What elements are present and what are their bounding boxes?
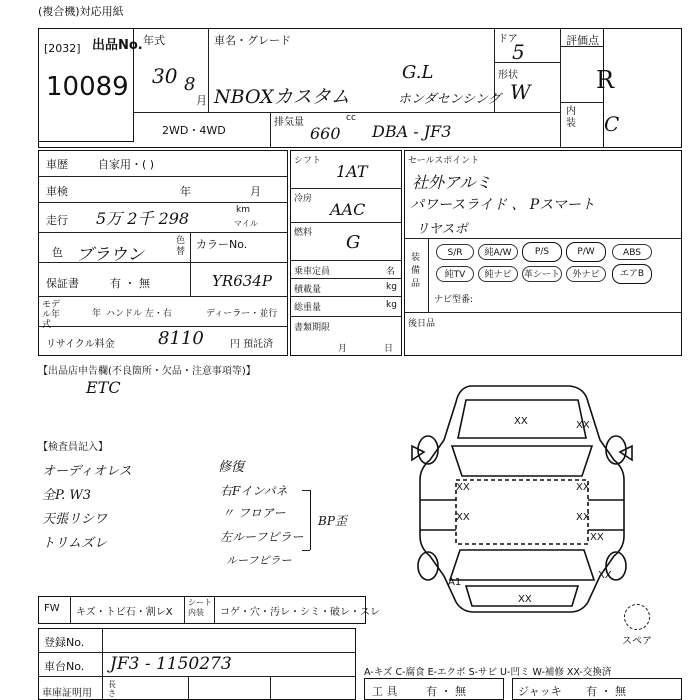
recycle-label: リサイクル料金 <box>46 339 115 350</box>
weight-unit: kg <box>386 300 397 310</box>
left-line-3: 天張リシワ <box>42 512 108 527</box>
sales-line2: パワースライド 、 Pスマート <box>410 197 595 213</box>
equipment-label: 装備品 <box>411 253 421 289</box>
doc-day: 日 <box>384 344 394 354</box>
color-change-label: 色替 <box>176 236 186 257</box>
inspection-year: 年 <box>180 185 191 198</box>
grade-box-label: 評価点 <box>566 34 599 47</box>
inspection-label: 車検 <box>46 185 68 198</box>
recycle-value: 8110 <box>158 328 204 349</box>
equip-ext-navi: 外ナビ <box>566 266 606 282</box>
sales-line3: リヤスポ <box>416 222 468 237</box>
seat-label: シート内装 <box>188 598 212 617</box>
jack-value: 有 ・ 無 <box>586 685 626 698</box>
shift-label: シフト <box>294 156 322 166</box>
displacement-label: 排気量 <box>274 117 304 128</box>
drive-label: 2WD・4WD <box>162 124 226 137</box>
mileage-value: 5万 2千 298 <box>96 209 190 228</box>
sales-line1: 社外アルミ <box>412 173 492 192</box>
shape-label: 形状 <box>498 70 518 81</box>
fw-label: FW <box>44 603 60 614</box>
doc-month: 月 <box>338 344 348 354</box>
left-line-1: オーディオレス <box>42 464 132 479</box>
reg-label: 登録No. <box>44 636 85 649</box>
spare-label: スペア <box>622 636 652 647</box>
grade-sub: ホンダセンシング <box>398 92 501 107</box>
mark-left-door1: XX <box>456 482 470 493</box>
history-label: 車歴 <box>46 158 68 171</box>
equip-pw: P/W <box>566 242 606 262</box>
interior-score: C <box>604 112 620 136</box>
mark-hood: XX <box>514 416 528 427</box>
doc-label: 書類期限 <box>294 323 331 333</box>
model-year-label: モデル年式 <box>42 300 61 330</box>
grade-value: G.L <box>402 62 434 83</box>
equip-navi: 純ナビ <box>478 266 518 282</box>
capacity-label: 乗車定員 <box>294 267 331 277</box>
model-code: DBA - JF3 <box>372 122 452 141</box>
seller-label: 【出品店申告欄(不良箇所・欠品・注意事項等)】 <box>38 366 256 377</box>
evaluation-box <box>560 28 682 148</box>
door-label: ドア <box>498 34 518 45</box>
right-line-5: ルーフピラー <box>226 554 292 567</box>
equip-ps: P/S <box>522 242 562 262</box>
displacement-unit: cc <box>346 113 356 123</box>
mark-front-right: XX <box>576 420 590 431</box>
name-label: 車名・グレード <box>214 34 291 47</box>
inspector-label: 【検査員記入】 <box>38 442 108 453</box>
cert-label: 車庫証明用 <box>42 688 92 699</box>
equip-leather: 革シート <box>522 266 562 282</box>
chassis-value: JF3 - 1150273 <box>110 654 232 674</box>
month-value: 8 <box>184 74 196 95</box>
bracket-note: BP歪 <box>318 514 347 528</box>
mark-rear-corner: XX <box>598 570 612 581</box>
mark-right-door1: XX <box>576 482 590 493</box>
warranty-value: 有 ・ 無 <box>110 277 150 290</box>
sales-label: セールスポイント <box>408 156 480 166</box>
left-line-2: 全P. W3 <box>42 488 92 503</box>
equip-aw: 純A/W <box>478 244 518 260</box>
mark-a1: A1 <box>448 577 462 588</box>
jack-label: ジャッキ <box>518 685 562 698</box>
color-code-value: YR634P <box>212 272 272 290</box>
seller-value: ETC <box>86 378 121 397</box>
fuel-value: G <box>346 232 361 253</box>
mileage-label: 走行 <box>46 214 68 227</box>
mileage-unit-mile: マイル <box>234 219 258 228</box>
equip-sr: S/R <box>436 244 474 260</box>
mark-right-door2: XX <box>576 512 590 523</box>
weight-label: 総重量 <box>294 303 322 313</box>
lot-number: 10089 <box>46 72 129 102</box>
displacement-value: 660 <box>310 124 341 143</box>
ac-value: AAC <box>330 200 366 219</box>
right-line-2: 右Fインパネ <box>220 484 288 498</box>
interior-label: 内装 <box>566 106 576 129</box>
equip-tv: 純TV <box>436 266 474 282</box>
equip-airbag: エアB <box>612 264 652 284</box>
fuel-label: 燃料 <box>294 228 313 238</box>
left-line-4: トリムズレ <box>42 536 108 551</box>
history-value: 自家用・( ) <box>98 158 155 171</box>
mark-left-door2: XX <box>456 512 470 523</box>
mark-right-rear: XX <box>590 532 604 543</box>
navi-label: ナビ型番: <box>434 295 474 305</box>
year-value: 30 <box>152 64 178 88</box>
door-value: 5 <box>512 40 525 64</box>
month-unit: 月 <box>196 94 207 107</box>
mileage-unit: km <box>236 205 250 215</box>
right-line-1: 修復 <box>218 460 245 475</box>
grade-score: R <box>596 66 615 94</box>
inspection-month: 月 <box>250 185 261 198</box>
ac-label: 冷房 <box>294 194 313 204</box>
tools-value: 有 ・ 無 <box>426 685 466 698</box>
damage-legend: A-キズ C-腐食 E-エクボ S-サビ U-凹ミ W-補修 XX-交換済 <box>364 667 612 678</box>
handle-label: ハンドル 左・右 <box>106 309 172 319</box>
lot-code: [2032] <box>44 42 81 55</box>
cert-length: 長さ <box>108 680 116 698</box>
color-label: 色 <box>52 246 63 259</box>
mark-tail: XX <box>518 594 532 605</box>
after-label: 後日品 <box>408 319 436 329</box>
right-line-3: 〃 フロアー <box>222 506 286 520</box>
top-line: (複合機)対応用紙 <box>38 5 124 18</box>
dealer-label: ディーラー・並行 <box>206 309 278 319</box>
color-value: ブラウン <box>76 245 144 265</box>
warranty-label: 保証書 <box>46 277 79 290</box>
model-year-unit: 年 <box>92 309 102 319</box>
shape-value: W <box>510 80 531 104</box>
year-label: 年式 <box>143 34 165 47</box>
car-diagram <box>410 380 634 616</box>
fw-text: キズ・トビ石・割レX <box>76 607 173 618</box>
lot-label: 出品No. <box>92 38 143 53</box>
load-unit: kg <box>386 282 397 292</box>
name-value: NBOXカスタム <box>214 86 350 108</box>
seat-text: コゲ・穴・汚レ・シミ・破レ・スレ <box>220 607 380 618</box>
recycle-unit: 円 預託済 <box>230 339 274 350</box>
spare-tire-icon <box>624 604 650 630</box>
right-line-4: 左ルーフピラー <box>220 530 304 544</box>
load-label: 積載量 <box>294 285 322 295</box>
tools-label: 工 具 <box>372 685 398 698</box>
equip-abs: ABS <box>612 244 652 260</box>
chassis-label: 車台No. <box>44 660 85 673</box>
shift-value: 1AT <box>336 162 368 181</box>
color-code-label: カラーNo. <box>196 238 248 251</box>
capacity-unit: 名 <box>386 267 396 277</box>
